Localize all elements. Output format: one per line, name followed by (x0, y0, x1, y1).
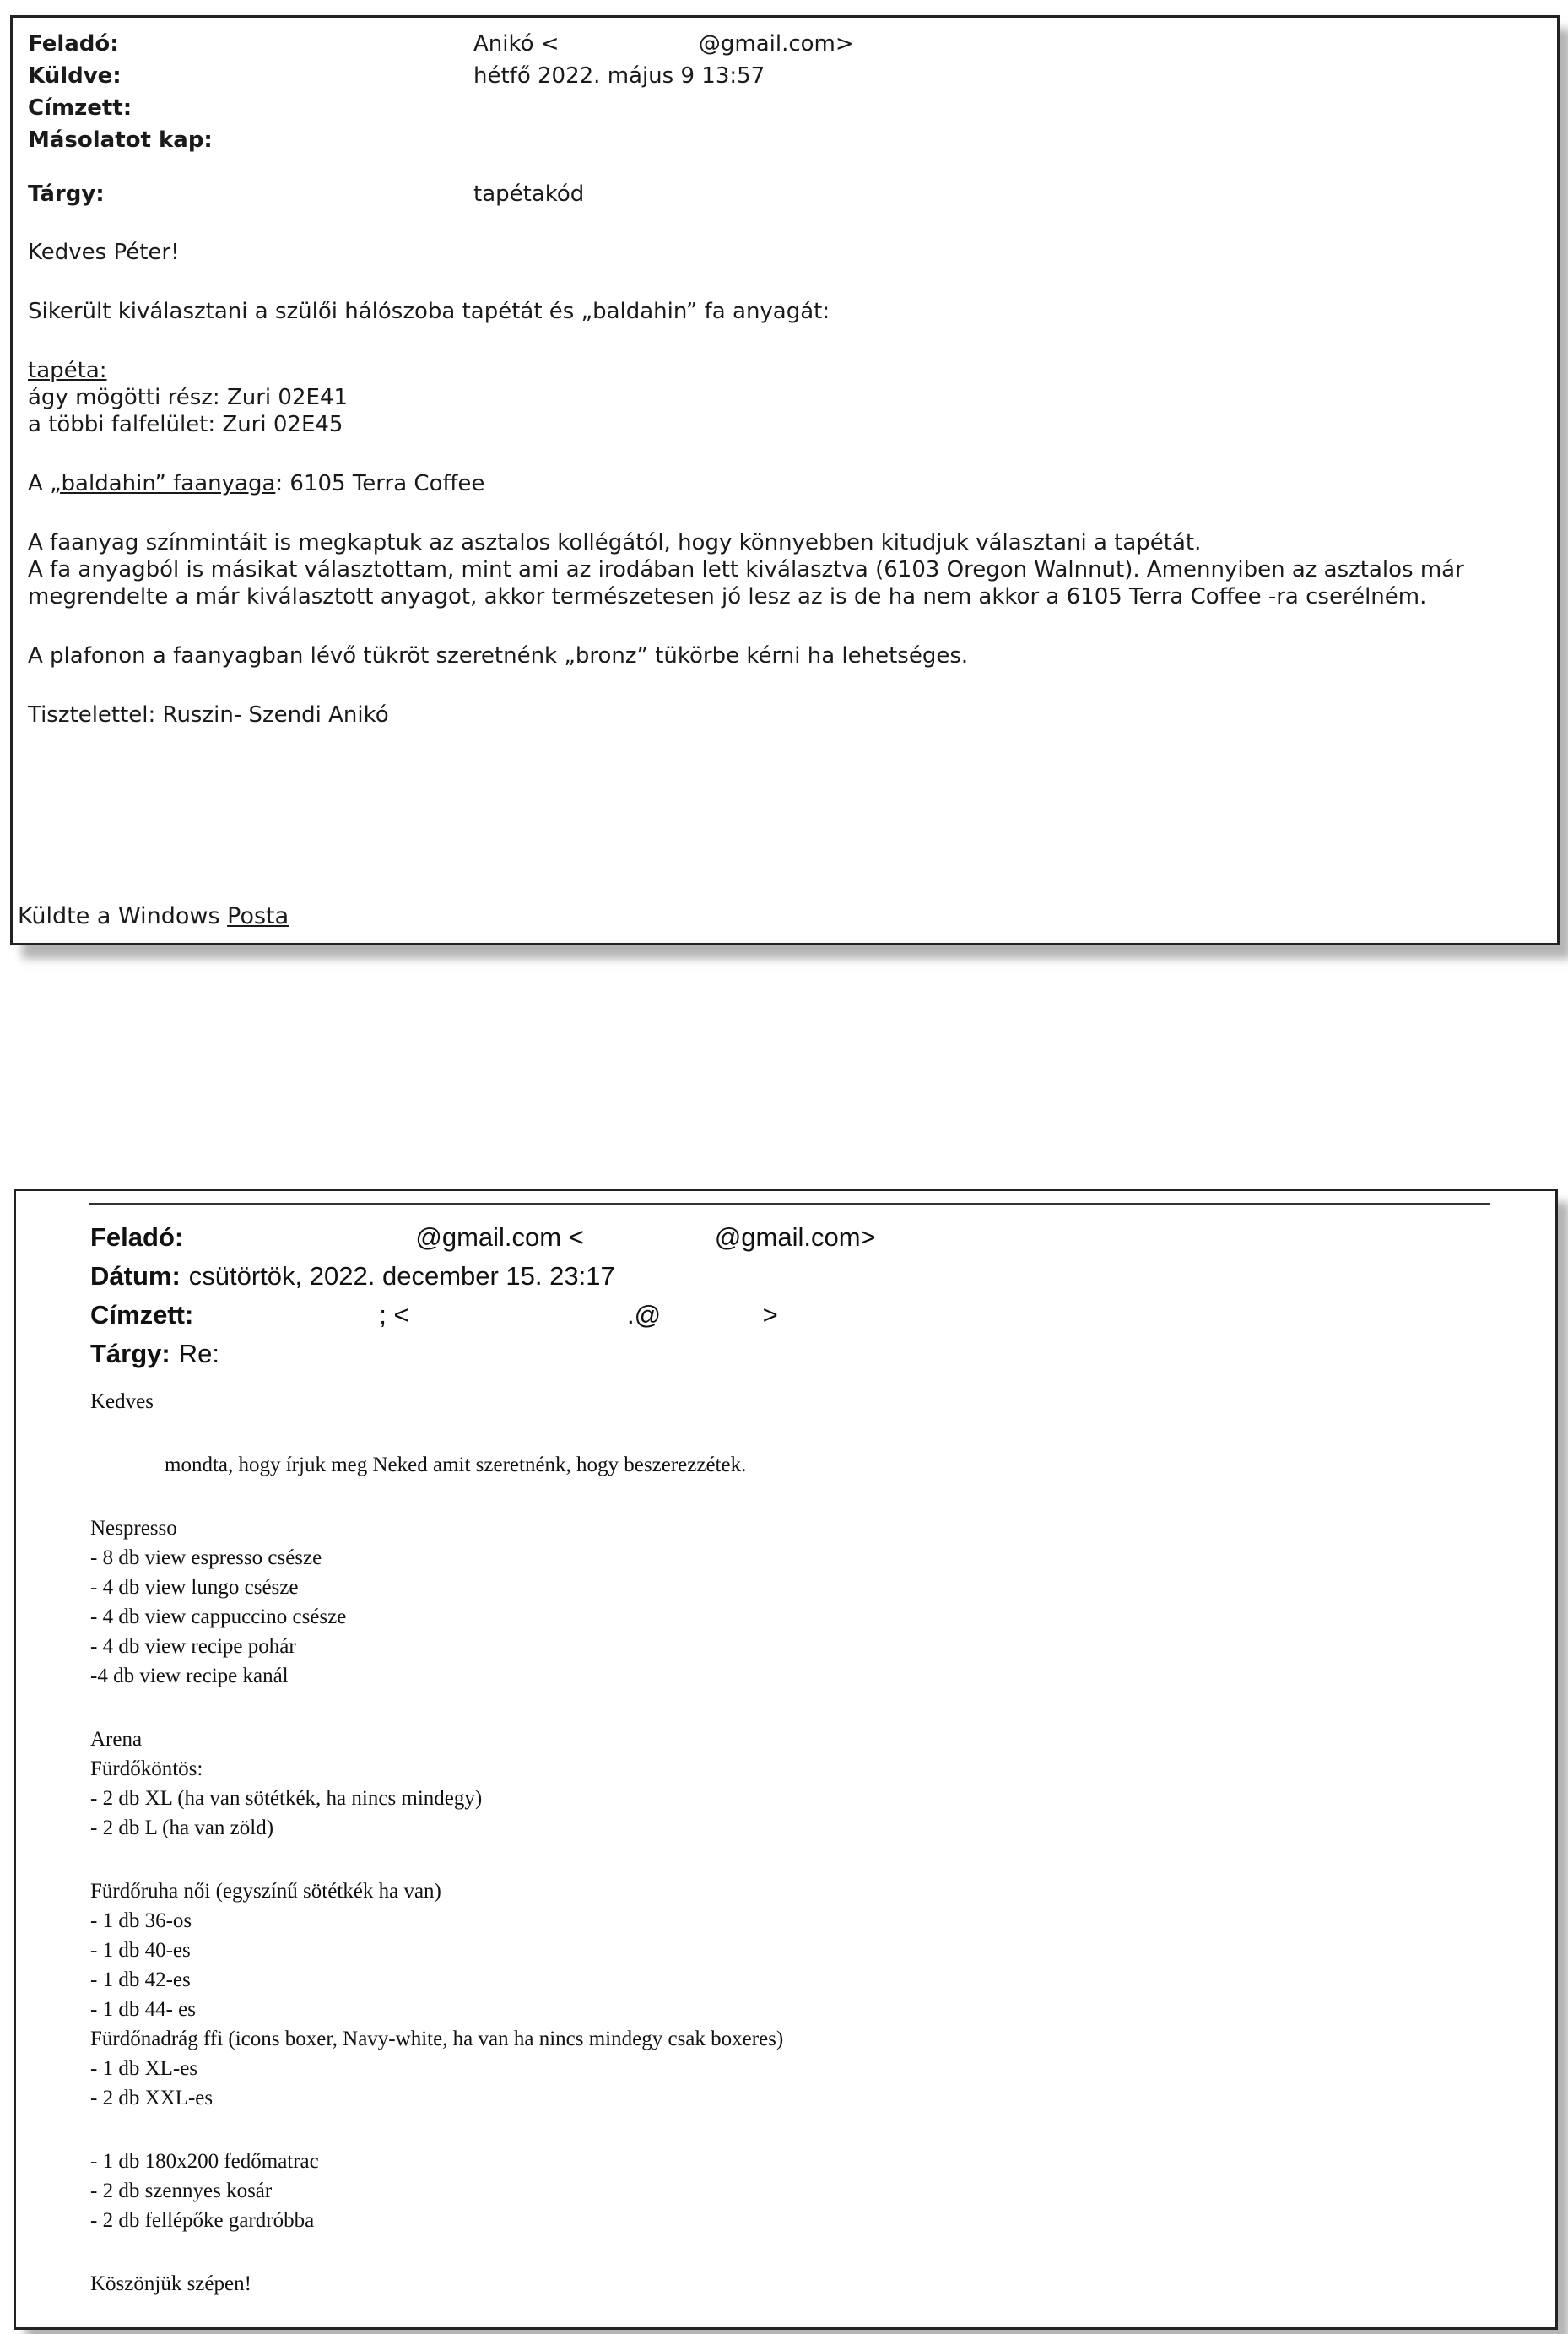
list-item: - 1 db 40-es (90, 1939, 191, 1962)
sent-label: Küldve: (28, 63, 122, 89)
email1-header-row-to (28, 92, 1538, 124)
to-label: Címzett: (90, 1300, 194, 1329)
from-label: Feladó: (28, 31, 119, 57)
list-item: - 1 db 44- es (90, 1998, 196, 2021)
greeting: Kedves Péter! (28, 240, 180, 265)
list-item: - 4 db view cappuccino csésze (90, 1606, 347, 1628)
subject-label: Tárgy: (28, 181, 105, 207)
trunks-title: Fürdőnadrág ffi (icons boxer, Navy-white, ha van ha nincs mindegy csak boxeres) (90, 2028, 784, 2050)
list-item: -4 db view recipe kanál (90, 1665, 289, 1687)
list-item: - 1 db 36-os (90, 1909, 192, 1932)
misc-section (90, 2147, 1474, 2235)
email1-header-row-cc (28, 124, 1538, 156)
subject-value: tapétakód (473, 181, 585, 207)
email2-header (90, 1218, 1474, 1373)
arena-title: Arena (90, 1728, 143, 1751)
from-value: Anikó < @gmail.com> (473, 31, 854, 57)
list-item: - 2 db szennyes kosár (90, 2180, 273, 2202)
from-value: @gmail.com < @gmail.com> (328, 1222, 876, 1252)
email2-header-row-date (90, 1257, 1474, 1296)
email1-header (28, 28, 1538, 207)
date-value: csütörtök, 2022. december 15. 23:17 (188, 1261, 615, 1291)
list-item: - 1 db 42-es (90, 1968, 191, 1991)
baldahin-link[interactable]: „baldahin” faanyaga (50, 471, 276, 496)
email1-header-row-from (28, 28, 1538, 60)
email1-footer (18, 903, 289, 929)
thanks-text: Köszönjük szépen! (90, 2272, 251, 2295)
footer-prefix: Küldte a Windows (18, 903, 228, 929)
swimsuit-title: Fürdőruha női (egyszínű sötétkék ha van) (90, 1880, 441, 1903)
email1-body (28, 239, 1538, 761)
wallpaper-line-2: a többi falfelület: Zuri 02E45 (28, 412, 343, 437)
posta-link[interactable]: Posta (227, 903, 289, 929)
email-card-1 (10, 15, 1560, 945)
nespresso-section (90, 1514, 1474, 1691)
samples-paragraph (28, 529, 1538, 610)
to-value: ; < .@ > (328, 1300, 778, 1329)
robe-title: Fürdőköntös: (90, 1757, 203, 1780)
closing-signature: Tisztelettel: Ruszin- Szendi Anikó (28, 702, 389, 728)
mirror-paragraph: A plafonon a faanyagban lévő tükröt szeretnénk „bronz” tükörbe kérni ha lehetséges. (28, 643, 969, 669)
baldahin-line (28, 470, 1538, 497)
wallpaper-heading: tapéta: (28, 358, 107, 383)
wallpaper-line-1: ágy mögötti rész: Zuri 02E41 (28, 385, 349, 410)
list-item: - 4 db view lungo csésze (90, 1576, 299, 1599)
cc-label: Másolatot kap: (28, 127, 213, 153)
list-item: - 8 db view espresso csésze (90, 1546, 322, 1569)
baldahin-prefix: A (28, 471, 51, 496)
intro-text: mondta, hogy írjuk meg Neked amit szeretnénk, hogy beszerezzétek. (165, 1454, 747, 1476)
baldahin-suffix: : 6105 Terra Coffee (275, 471, 485, 496)
arena-section (90, 1725, 1474, 1843)
email1-header-row-sent (28, 60, 1538, 92)
greeting: Kedves (90, 1390, 154, 1413)
email2-body (90, 1387, 1474, 2299)
subject-value: Re: (178, 1339, 219, 1368)
date-label: Dátum: (90, 1261, 181, 1291)
list-item: - 1 db XL-es (90, 2057, 198, 2080)
email-card-2 (14, 1189, 1558, 2330)
to-label: Címzett: (28, 95, 132, 121)
list-item: - 1 db 180x200 fedőmatrac (90, 2150, 319, 2173)
nespresso-title: Nespresso (90, 1517, 177, 1540)
sent-value: hétfő 2022. május 9 13:57 (473, 63, 765, 89)
wallpaper-section (28, 357, 1538, 438)
intro-text: Sikerült kiválasztani a szülői hálószoba tapétát és „baldahin” fa anyagát: (28, 299, 830, 324)
samples-text-2: A fa anyagból is másikat választottam, mint ami az irodában lett kiválasztva (6103 Oregon Walnnut). Amennyiben az asztalos már megrendelte a már kiválasztott anyagot, akkor természetesen jó lesz az is de ha nem akkor a 6105 Terra Coffee -ra cserélném. (28, 557, 1464, 609)
list-item: - 2 db XXL-es (90, 2087, 214, 2109)
from-label: Feladó: (90, 1222, 184, 1252)
subject-label: Tárgy: (90, 1339, 170, 1368)
samples-text-1: A faanyag színmintáit is megkaptuk az asztalos kollégától, hogy könnyebben kitudjuk választani a tapétát. (28, 530, 1202, 555)
email2-header-row-to (90, 1296, 1474, 1335)
email2-header-row-subject (90, 1335, 1474, 1373)
email1-header-row-subject (28, 156, 1538, 207)
swimsuit-section (90, 1876, 1474, 2113)
list-item: - 2 db XL (ha van sötétkék, ha nincs mindegy) (90, 1787, 483, 1810)
email2-header-row-from (90, 1218, 1474, 1257)
list-item: - 4 db view recipe pohár (90, 1635, 296, 1658)
list-item: - 2 db fellépőke gardróbba (90, 2209, 315, 2232)
list-item: - 2 db L (ha van zöld) (90, 1817, 274, 1839)
header-divider (89, 1203, 1490, 1205)
